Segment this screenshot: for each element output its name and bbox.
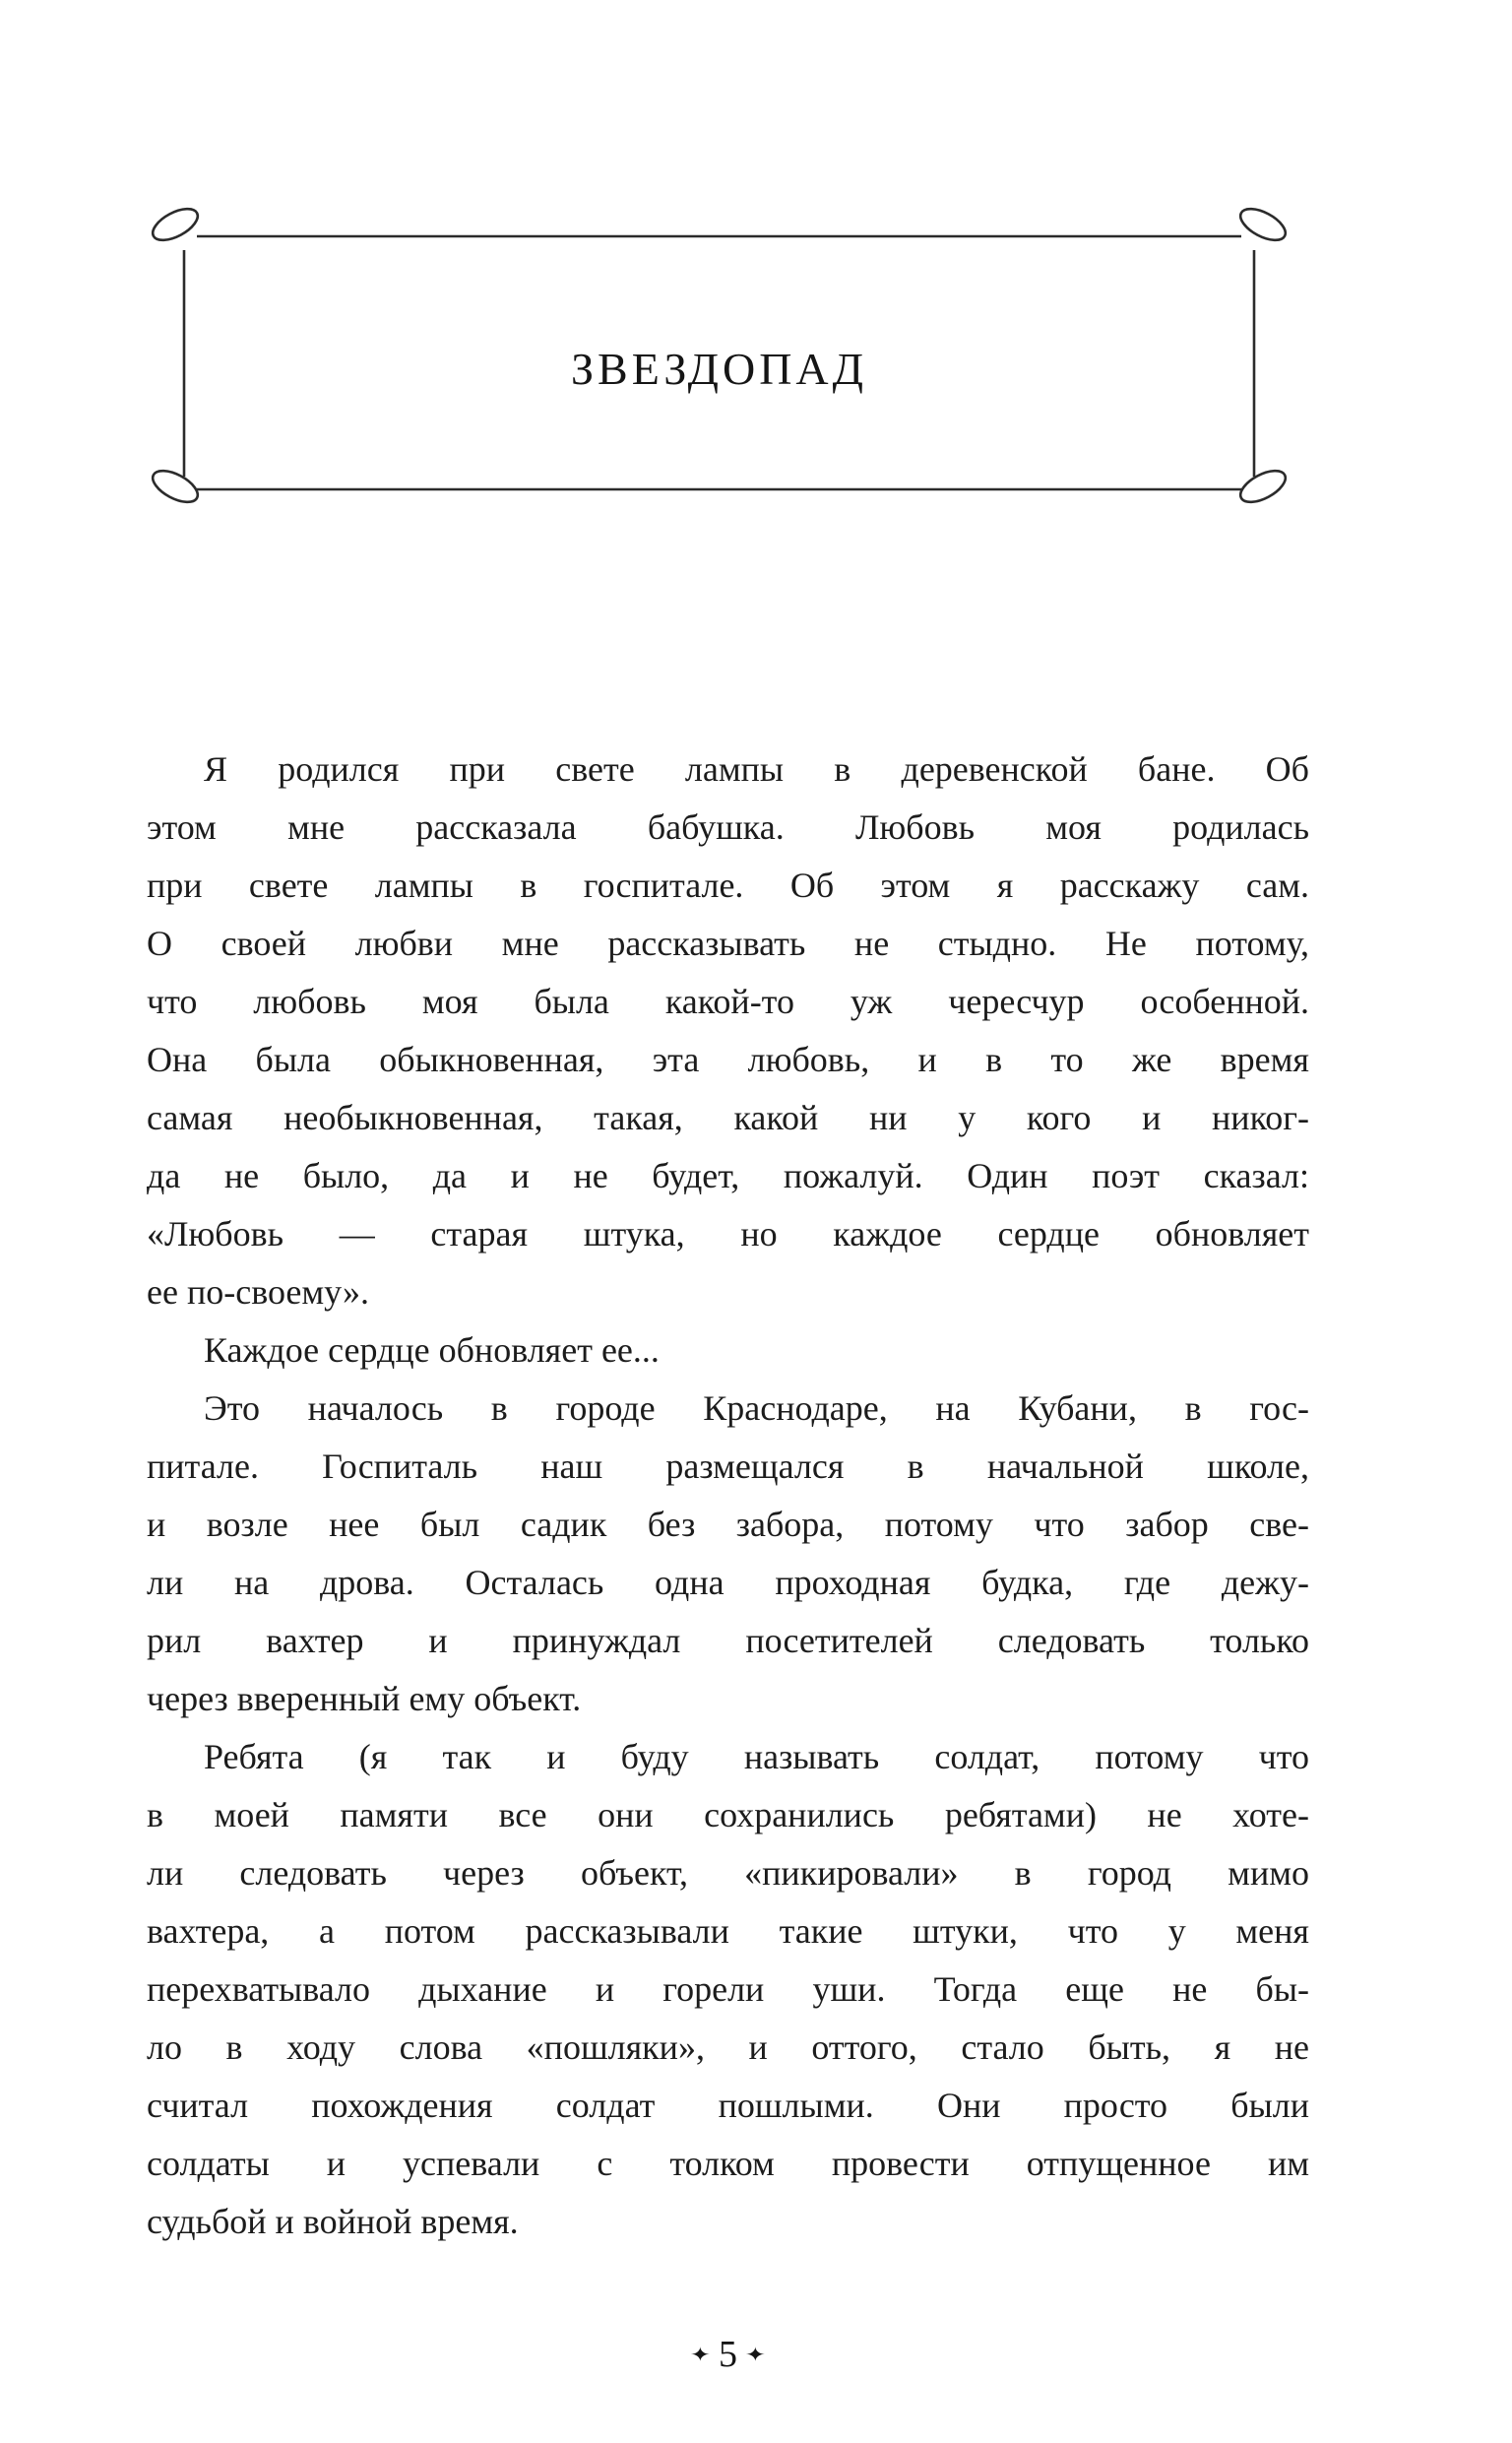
text-line: вахтера, а потом рассказывали такие штуки, что у меня [147, 1911, 1309, 1951]
page-number: 5 [719, 2334, 737, 2375]
text-line: Ребята (я так и буду называть солдат, потому что [204, 1737, 1309, 1776]
paragraph [147, 740, 1309, 1321]
paragraph [147, 1321, 1309, 1380]
text-line: да не было, да и не будет, пожалуй. Один поэт сказал: [147, 1156, 1309, 1195]
text-line: ее по-своему». [147, 1272, 370, 1312]
text-line: ло в ходу слова «пошляки», и оттого, стало быть, я не [147, 2027, 1309, 2067]
text-line: «Любовь — старая штука, но каждое сердце обновляет [147, 1214, 1309, 1254]
text-line: рил вахтер и принуждал посетителей следовать только [147, 1621, 1309, 1660]
text-line: считал похождения солдат пошлыми. Они просто были [147, 2086, 1309, 2125]
chapter-title: ЗВЕЗДОПАД [570, 343, 868, 394]
text-line: ли следовать через объект, «пикировали» в город мимо [147, 1853, 1309, 1893]
text-line: при свете лампы в госпитале. Об этом я расскажу сам. [147, 866, 1309, 905]
star-ornament-icon: ✦ [690, 2343, 712, 2366]
body-text [147, 740, 1309, 2251]
text-line: перехватывало дыхание и горели уши. Тогда еще не бы- [147, 1969, 1309, 2009]
text-line: этом мне рассказала бабушка. Любовь моя родилась [147, 807, 1309, 847]
text-line: Я родился при свете лампы в деревенской бане. Об [204, 749, 1309, 789]
star-ornament-icon: ✦ [744, 2343, 766, 2366]
paragraph [147, 1380, 1309, 1728]
text-line: самая необыкновенная, такая, какой ни у кого и никог- [147, 1098, 1309, 1137]
scroll-frame [146, 203, 1292, 508]
text-line: и возле нее был садик без забора, потому что забор све- [147, 1505, 1309, 1544]
text-line: Каждое сердце обновляет ее... [204, 1330, 660, 1370]
text-line: ли на дрова. Осталась одна проходная будка, где дежу- [147, 1563, 1309, 1602]
text-line: Она была обыкновенная, эта любовь, и в то же время [147, 1040, 1309, 1079]
text-line: Это началось в городе Краснодаре, на Кубани, в гос- [204, 1388, 1309, 1428]
text-line: питале. Госпиталь наш размещался в начальной школе, [147, 1447, 1309, 1486]
text-line: в моей памяти все они сохранились ребятами) не хоте- [147, 1795, 1309, 1834]
text-line: О своей любви мне рассказывать не стыдно. Не потому, [147, 924, 1309, 963]
text-line: солдаты и успевали с толком провести отпущенное им [147, 2144, 1309, 2183]
text-line: судьбой и войной время. [147, 2202, 519, 2241]
text-line: через вверенный ему объект. [147, 1679, 582, 1718]
text-line: что любовь моя была какой-то уж чересчур особенной. [147, 982, 1309, 1021]
paragraph [147, 1728, 1309, 2251]
page-footer [147, 2336, 1309, 2373]
